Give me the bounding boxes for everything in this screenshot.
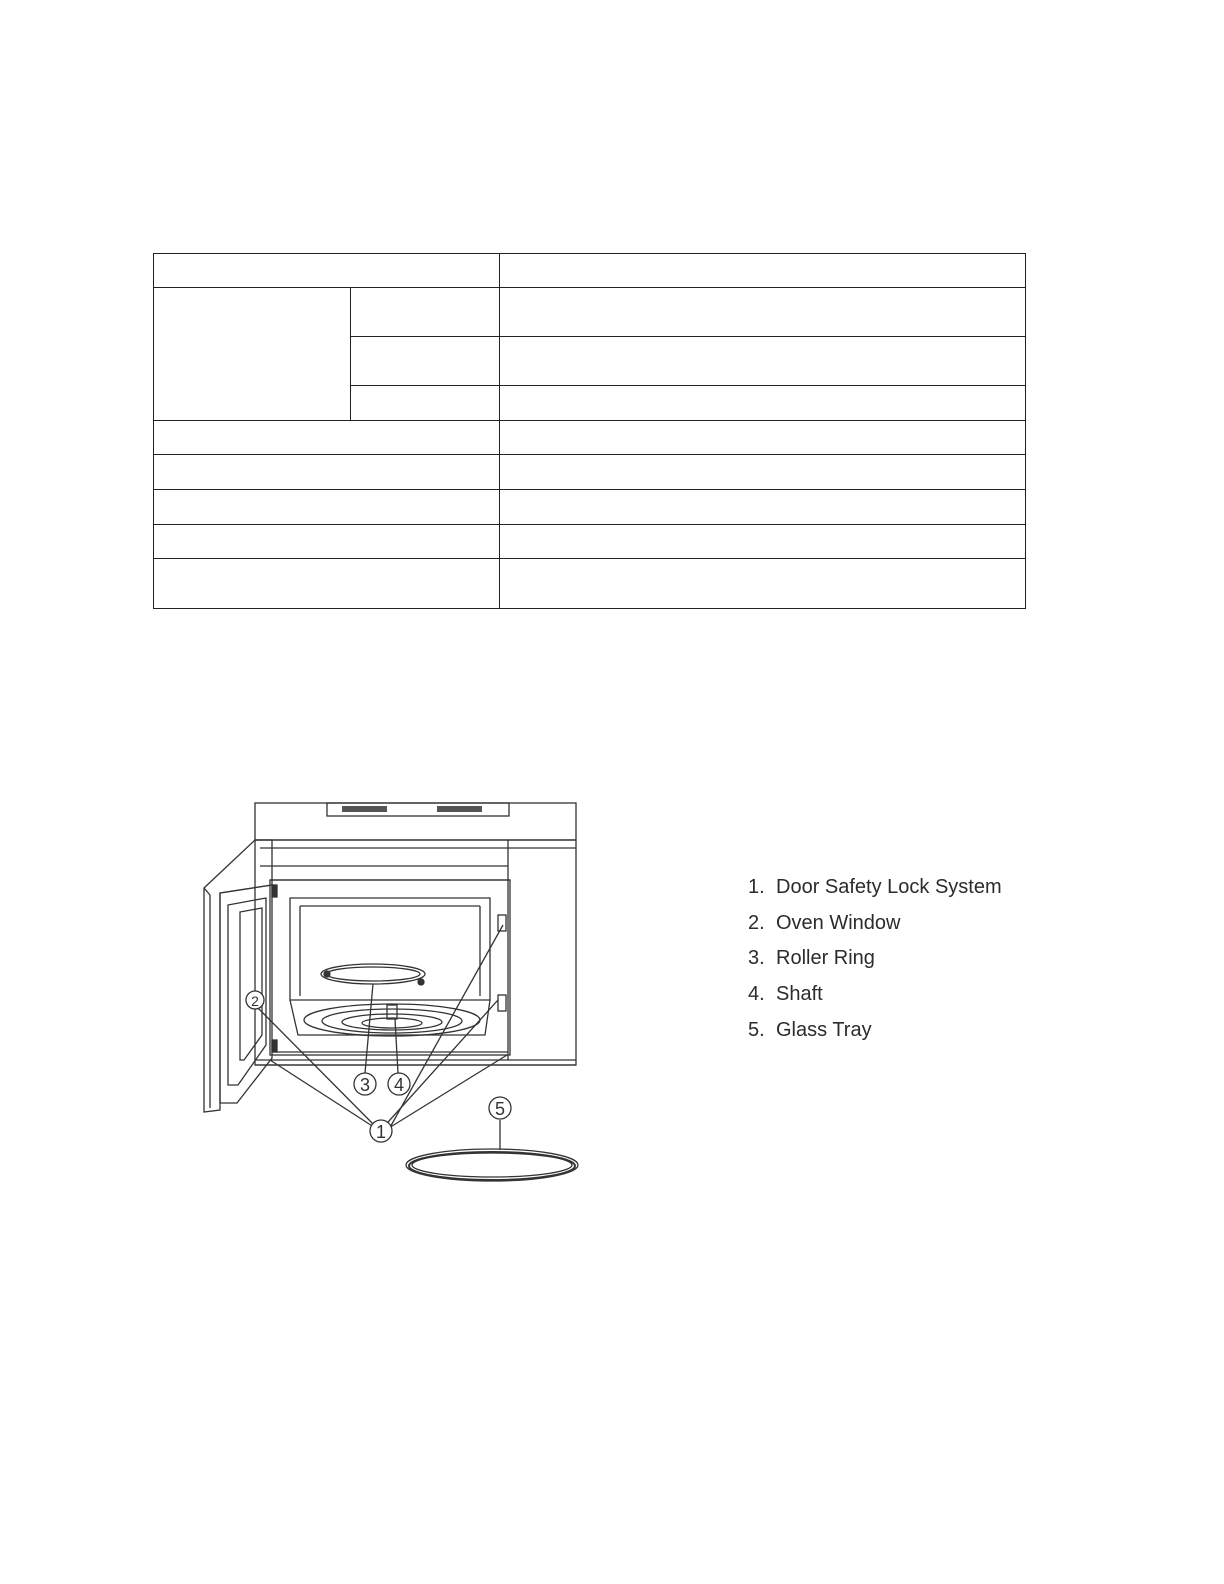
table-row — [154, 490, 1026, 525]
table-row — [154, 254, 1026, 288]
table-cell-value — [500, 490, 1026, 525]
oven-window — [240, 908, 262, 1060]
legend-number: 1. — [748, 876, 765, 898]
table-row — [154, 525, 1026, 559]
legend-number: 2. — [748, 911, 765, 934]
table-cell-sub — [351, 386, 500, 421]
legend-item — [748, 906, 1002, 942]
table-cell-group — [154, 288, 351, 421]
specifications-table — [153, 253, 1026, 609]
legend-item — [748, 977, 1002, 1013]
legend-text: Shaft — [776, 983, 823, 1006]
table-row — [154, 455, 1026, 490]
cavity-floor — [304, 1004, 480, 1036]
table-cell-value — [500, 288, 1026, 337]
legend-number: 3. — [748, 947, 765, 970]
callout-number: 2 — [251, 993, 259, 1009]
table-row — [154, 421, 1026, 455]
table-cell-label — [154, 525, 500, 559]
legend-text: Oven Window — [776, 911, 901, 934]
shaft — [387, 1005, 397, 1019]
callout-number: 3 — [359, 1075, 371, 1095]
table-cell-label — [154, 490, 500, 525]
table-cell-value — [500, 559, 1026, 609]
table-cell-value — [500, 337, 1026, 386]
table-row — [154, 559, 1026, 609]
callout-number: 1 — [375, 1122, 387, 1142]
table-cell-label — [154, 559, 500, 609]
table-cell-value — [500, 455, 1026, 490]
legend-text: Glass Tray — [776, 1018, 872, 1041]
callout-leaders — [258, 925, 507, 1150]
oven-door — [204, 840, 272, 1112]
legend-item — [748, 1013, 1002, 1049]
glass-tray — [406, 1149, 578, 1181]
table-cell-label — [154, 421, 500, 455]
microwave-diagram — [195, 795, 595, 1190]
legend-number: 5. — [748, 1018, 765, 1041]
callout-number: 4 — [393, 1075, 405, 1095]
table-cell-value — [500, 254, 1026, 288]
table-cell-sub — [351, 288, 500, 337]
callout-number: 5 — [494, 1099, 506, 1119]
legend-item — [748, 870, 1002, 906]
top-vent — [255, 803, 576, 840]
roller-ring — [321, 964, 425, 985]
oven-cabinet — [255, 840, 576, 1065]
parts-legend — [748, 870, 1002, 1048]
legend-text: Door Safety Lock System — [776, 876, 1002, 898]
table-row — [154, 288, 1026, 337]
table-cell-value — [500, 525, 1026, 559]
legend-text: Roller Ring — [776, 947, 875, 970]
table-cell-label — [154, 455, 500, 490]
legend-item — [748, 941, 1002, 977]
table-cell-value — [500, 421, 1026, 455]
table-cell-value — [500, 386, 1026, 421]
table-cell-sub — [351, 337, 500, 386]
table-cell-label — [154, 254, 500, 288]
legend-number: 4. — [748, 983, 765, 1006]
